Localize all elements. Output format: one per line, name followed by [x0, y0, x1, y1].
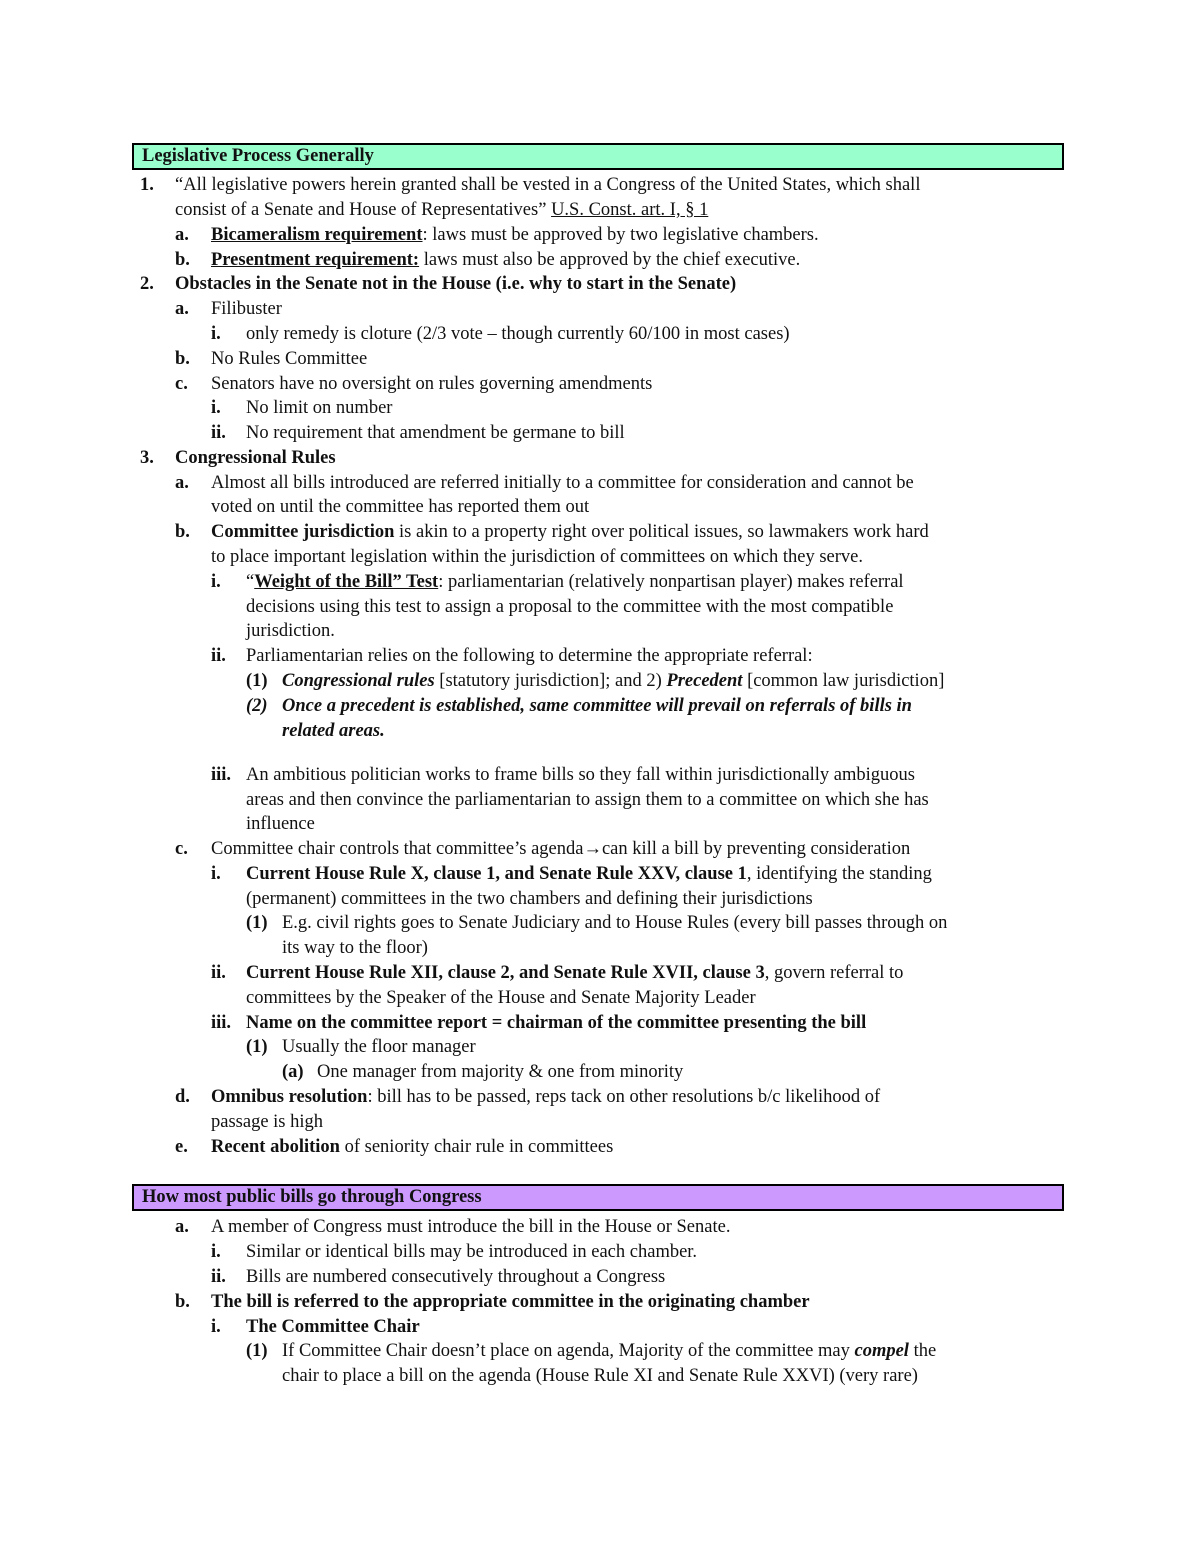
line-text: Congressional rules: [282, 671, 435, 691]
outline-line: [211, 1110, 323, 1135]
list-marker: d.: [175, 1087, 190, 1107]
list-marker: iii.: [211, 765, 232, 785]
outline-line: [246, 788, 929, 813]
line-text: No Rules Committee: [211, 349, 368, 369]
outline-line: [175, 1215, 731, 1240]
list-marker: b.: [175, 1292, 190, 1312]
line-text: One manager from majority & one from minority: [317, 1062, 684, 1082]
outline-line: [211, 495, 589, 520]
outline-line: [175, 223, 819, 248]
line-text: compel: [854, 1341, 909, 1361]
outline-line: [211, 1011, 867, 1036]
line-text: A member of Congress must introduce the bill in the House or Senate.: [211, 1217, 731, 1237]
section-header-public-bills: How most public bills go through Congress: [132, 1184, 1064, 1211]
outline-line: [211, 421, 625, 446]
line-text: [statutory jurisdiction]; and 2): [434, 671, 667, 691]
list-marker: ii.: [211, 963, 226, 983]
line-text: Congressional Rules: [175, 448, 336, 468]
line-text: is akin to a property right over political issues, so lawmakers work hard: [394, 522, 929, 542]
line-text: (permanent) committees in the two chambers and defining their jurisdictions: [246, 889, 813, 909]
list-marker: b.: [175, 250, 190, 270]
list-marker: a.: [175, 225, 189, 245]
list-marker: a.: [175, 1217, 189, 1237]
line-text: , identifying the standing: [746, 864, 932, 884]
list-marker: i.: [211, 324, 221, 344]
outline-line: [211, 1315, 420, 1340]
outline-line: [175, 297, 282, 322]
line-text: Usually the floor manager: [282, 1037, 476, 1057]
list-marker: (1): [246, 1341, 268, 1361]
outline-line: [140, 173, 921, 198]
line-text: laws must also be approved by the chief executive.: [419, 250, 801, 270]
list-marker: i.: [211, 1242, 221, 1262]
outline-line: [211, 1240, 698, 1265]
list-marker: a.: [175, 473, 189, 493]
line-text: “All legislative powers herein granted shall be vested in a Congress of the United States, which shall: [175, 175, 921, 195]
line-text: influence: [246, 814, 315, 834]
line-text: An ambitious politician works to frame bills so they fall within jurisdictionally ambiguous: [246, 765, 915, 785]
outline-line: [140, 272, 737, 297]
outline-line: [282, 1364, 918, 1389]
outline-line: [175, 520, 929, 545]
list-marker: iii.: [211, 1013, 232, 1033]
line-text: passage is high: [211, 1112, 324, 1132]
outline-line: [175, 198, 708, 223]
line-text: : bill has to be passed, reps tack on other resolutions b/c likelihood of: [367, 1087, 881, 1107]
outline-line: [175, 471, 914, 496]
line-text: decisions using this test to assign a proposal to the committee with the most compatible: [246, 597, 894, 617]
outline-line: [175, 1290, 810, 1315]
list-marker: a.: [175, 299, 189, 319]
list-marker: b.: [175, 349, 190, 369]
line-text: the: [908, 1341, 937, 1361]
outline-line: [282, 719, 385, 744]
list-marker: (1): [246, 671, 268, 691]
outline-line: [175, 1085, 881, 1110]
outline-line: [246, 911, 948, 936]
line-text: to place important legislation within the jurisdiction of committees on which they serve.: [211, 547, 863, 567]
outline-line: [211, 763, 915, 788]
list-marker: i.: [211, 398, 221, 418]
list-marker: ii.: [211, 1267, 226, 1287]
line-text: Omnibus resolution: [211, 1087, 368, 1107]
outline-line: [211, 961, 904, 986]
line-text: Weight of the Bill” Test: [254, 572, 439, 592]
list-marker: i.: [211, 572, 221, 592]
line-text: voted on until the committee has reported them out: [211, 497, 590, 517]
line-text: , govern referral to: [764, 963, 904, 983]
line-text: Name on the committee report = chairman of the committee presenting the bill: [246, 1013, 867, 1033]
list-marker: ii.: [211, 646, 226, 666]
line-text: If Committee Chair doesn’t place on agenda, Majority of the committee may: [282, 1341, 855, 1361]
list-marker: (a): [282, 1062, 304, 1082]
outline-line: [175, 248, 801, 273]
line-text: Once a precedent is established, same committee will prevail on referrals of bills in: [282, 696, 912, 716]
list-marker: (1): [246, 913, 268, 933]
outline-line: [140, 446, 336, 471]
list-marker: e.: [175, 1137, 188, 1157]
line-text: : laws must be approved by two legislative chambers.: [422, 225, 819, 245]
line-text: jurisdiction.: [246, 621, 335, 641]
outline-line: [246, 1035, 476, 1060]
list-marker: (2): [246, 696, 268, 716]
line-text: Committee chair controls that committee’s agenda→can kill a bill by preventing consideration: [211, 839, 911, 859]
line-text: chair to place a bill on the agenda (House Rule XI and Senate Rule XXVI) (very rare): [282, 1366, 918, 1386]
line-text: committees by the Speaker of the House and Senate Majority Leader: [246, 988, 756, 1008]
list-marker: (1): [246, 1037, 268, 1057]
line-text: its way to the floor): [282, 938, 428, 958]
list-marker: i.: [211, 1317, 221, 1337]
outline-line: [282, 1060, 684, 1085]
outline-line: [246, 1339, 937, 1364]
outline-line: [246, 669, 945, 694]
line-text: Precedent: [666, 671, 743, 691]
line-text: only remedy is cloture (2/3 vote – though currently 60/100 in most cases): [246, 324, 790, 344]
outline-line: [246, 619, 335, 644]
outline-line: [175, 372, 653, 397]
line-text: Recent abolition: [211, 1137, 340, 1157]
list-marker: 2.: [140, 274, 154, 294]
line-text: Bills are numbered consecutively throughout a Congress: [246, 1267, 666, 1287]
outline-line: [246, 812, 315, 837]
line-text: : parliamentarian (relatively nonpartisan player) makes referral: [438, 572, 904, 592]
line-text: No requirement that amendment be germane to bill: [246, 423, 625, 443]
list-marker: i.: [211, 864, 221, 884]
list-marker: c.: [175, 839, 188, 859]
line-text: Current House Rule X, clause 1, and Senate Rule XXV, clause 1: [246, 864, 747, 884]
line-text: Almost all bills introduced are referred initially to a committee for consideration and cannot be: [211, 473, 914, 493]
line-text: areas and then convince the parliamentarian to assign them to a committee on which she has: [246, 790, 929, 810]
line-text: Parliamentarian relies on the following to determine the appropriate referral:: [246, 646, 813, 666]
line-text: “: [246, 572, 255, 592]
outline-line: [211, 396, 393, 421]
line-text: No limit on number: [246, 398, 393, 418]
line-text: U.S. Const. art. I, § 1: [551, 200, 709, 220]
line-text: Committee jurisdiction: [211, 522, 395, 542]
list-marker: 1.: [140, 175, 154, 195]
outline-line: [211, 1265, 666, 1290]
outline-line: [175, 1135, 614, 1160]
line-text: consist of a Senate and House of Representatives”: [175, 200, 552, 220]
outline-line: [246, 595, 893, 620]
line-text: Bicameralism requirement: [211, 225, 423, 245]
line-text: The Committee Chair: [246, 1317, 420, 1337]
list-marker: c.: [175, 374, 188, 394]
line-text: Similar or identical bills may be introduced in each chamber.: [246, 1242, 698, 1262]
line-text: [common law jurisdiction]: [742, 671, 945, 691]
line-text: The bill is referred to the appropriate committee in the originating chamber: [211, 1292, 810, 1312]
outline-line: [246, 887, 813, 912]
outline-line: [211, 570, 904, 595]
line-text: Senators have no oversight on rules governing amendments: [211, 374, 653, 394]
outline-line: [175, 347, 368, 372]
outline-line: [246, 986, 756, 1011]
outline-line: [246, 694, 912, 719]
list-marker: 3.: [140, 448, 154, 468]
outline-line: [211, 322, 790, 347]
list-marker: ii.: [211, 423, 226, 443]
outline-line: [175, 837, 911, 862]
outline-line: [211, 545, 863, 570]
line-text: Filibuster: [211, 299, 282, 319]
outline-line: [211, 862, 932, 887]
list-marker: b.: [175, 522, 190, 542]
line-text: E.g. civil rights goes to Senate Judiciary and to House Rules (every bill passes through on: [282, 913, 948, 933]
outline-line: [282, 936, 428, 961]
line-text: Presentment requirement:: [211, 250, 420, 270]
line-text: Obstacles in the Senate not in the House (i.e. why to start in the Senate): [175, 274, 737, 294]
line-text: of seniority chair rule in committees: [339, 1137, 614, 1157]
line-text: Current House Rule XII, clause 2, and Senate Rule XVII, clause 3: [246, 963, 765, 983]
line-text: related areas.: [282, 721, 385, 741]
outline-line: [211, 644, 813, 669]
section-header-legislative-process: Legislative Process Generally: [132, 143, 1064, 170]
